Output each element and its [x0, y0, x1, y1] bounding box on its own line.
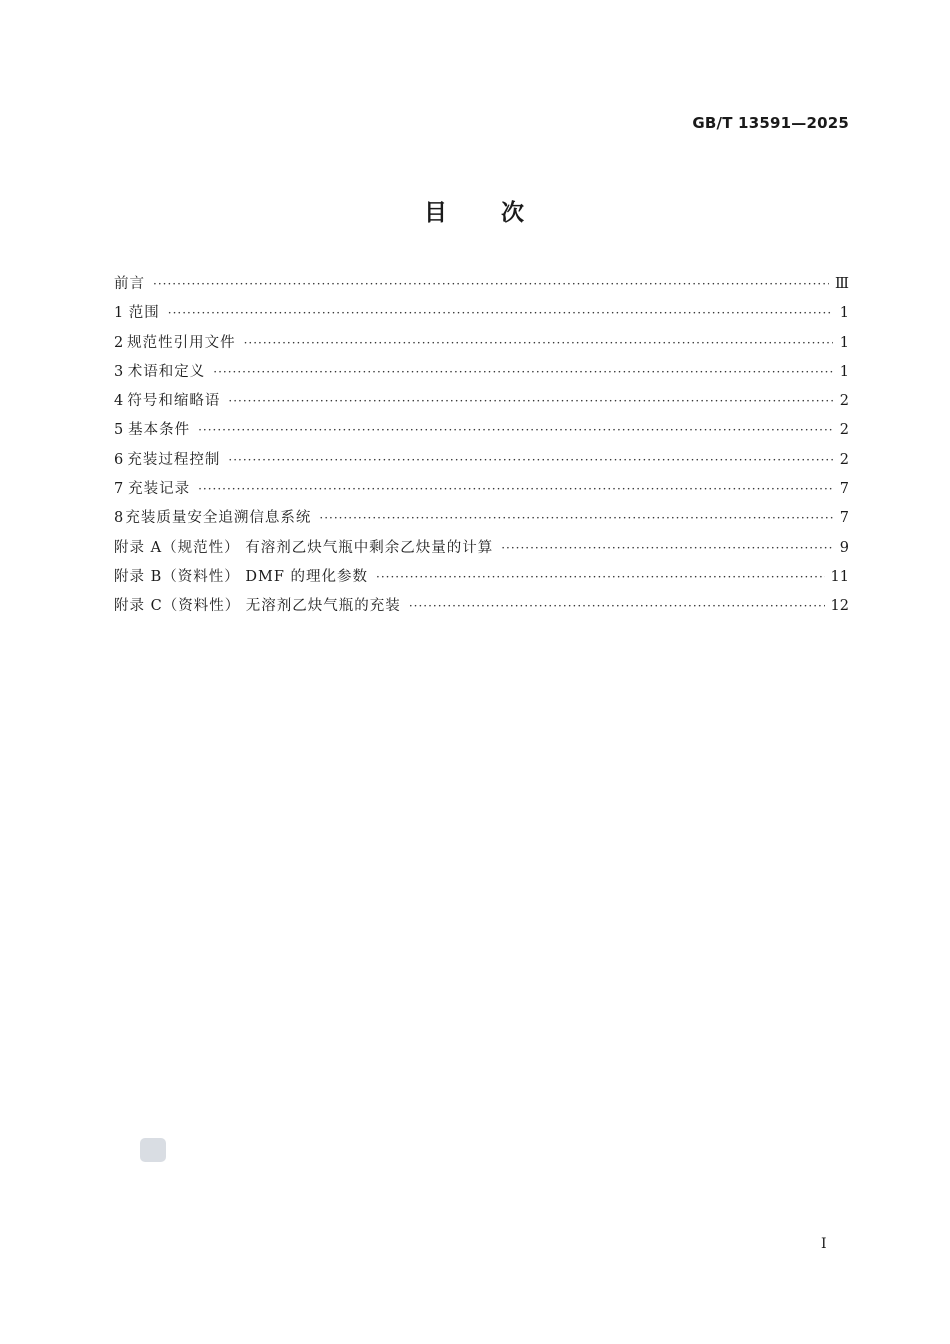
toc-entry-number: 3	[114, 363, 124, 380]
toc-entry-4[interactable]	[114, 387, 849, 416]
toc-entry-label: 充装过程控制	[127, 451, 221, 468]
toc-entry-annex-b[interactable]	[114, 563, 849, 592]
toc-entry-label: 规范性引用文件	[127, 334, 236, 351]
toc-entry-label: 附录 C（资料性） 无溶剂乙炔气瓶的充装	[114, 598, 401, 615]
toc-entry-label: 术语和定义	[127, 363, 206, 380]
toc-entry-label: 充装质量安全追溯信息系统	[125, 510, 312, 527]
toc-leader-dots	[376, 563, 825, 592]
sac-logo-icon	[140, 1138, 166, 1162]
toc-entry-label: 附录 A（规范性） 有溶剂乙炔气瓶中剩余乙炔量的计算	[114, 539, 494, 556]
toc-entry-page: 2	[839, 393, 849, 410]
toc-entry-number: 4	[114, 393, 124, 410]
toc-entry-number: 5	[114, 422, 124, 439]
toc-entry-6[interactable]	[114, 446, 849, 475]
toc-leader-dots	[198, 416, 833, 445]
toc-entry-page: 9	[839, 539, 849, 556]
toc-entry-3[interactable]	[114, 358, 849, 387]
toc-entry-number: 1	[114, 305, 124, 322]
toc-entry-label: 范围	[128, 305, 160, 322]
toc-entry-page: 1	[839, 363, 849, 380]
toc-entry-5[interactable]	[114, 416, 849, 445]
toc-entry-2[interactable]	[114, 329, 849, 358]
toc-entry-page: Ⅲ	[835, 276, 849, 292]
page-number: I	[821, 1236, 827, 1252]
toc-entry-7[interactable]	[114, 475, 849, 504]
toc-entry-label: 前言	[114, 276, 145, 292]
toc-entry-label: 充装记录	[128, 481, 191, 498]
toc-leader-dots	[213, 358, 833, 387]
toc-entry-page: 2	[839, 451, 849, 468]
toc-entry-number: 6	[114, 451, 124, 468]
toc-leader-dots	[198, 475, 833, 504]
toc-entry-page: 2	[839, 422, 849, 439]
toc-entry-page: 1	[839, 334, 849, 351]
toc-entry-8[interactable]	[114, 504, 849, 533]
table-of-contents	[114, 270, 849, 622]
toc-leader-dots	[501, 534, 833, 563]
toc-entry-annex-c[interactable]	[114, 592, 849, 621]
page-title	[0, 194, 950, 227]
toc-entry-annex-a[interactable]	[114, 534, 849, 563]
toc-entry-label: 符号和缩略语	[127, 393, 221, 410]
toc-entry-number: 7	[114, 481, 124, 498]
toc-entry-page: 7	[839, 510, 849, 527]
toc-entry-label: 附录 B（资料性） DMF 的理化参数	[114, 568, 369, 585]
toc-leader-dots	[168, 299, 833, 328]
toc-leader-dots	[244, 329, 833, 358]
toc-leader-dots	[153, 270, 829, 299]
toc-leader-dots	[409, 592, 825, 621]
toc-entry-page: 11	[830, 568, 849, 585]
toc-entry-foreword[interactable]	[114, 270, 849, 299]
standard-number: GB/T 13591—2025	[692, 114, 849, 132]
toc-leader-dots	[228, 387, 833, 416]
toc-entry-label: 基本条件	[128, 422, 191, 439]
toc-leader-dots	[228, 446, 833, 475]
toc-entry-number: 2	[114, 334, 124, 351]
toc-entry-page: 1	[839, 305, 849, 322]
toc-entry-page: 7	[839, 481, 849, 498]
title-part-2: 次	[501, 200, 526, 226]
toc-entry-page: 12	[830, 598, 849, 615]
toc-entry-1[interactable]	[114, 299, 849, 328]
toc-leader-dots	[319, 504, 833, 533]
toc-entry-number: 8	[114, 510, 124, 527]
title-part-1: 目	[424, 200, 449, 226]
